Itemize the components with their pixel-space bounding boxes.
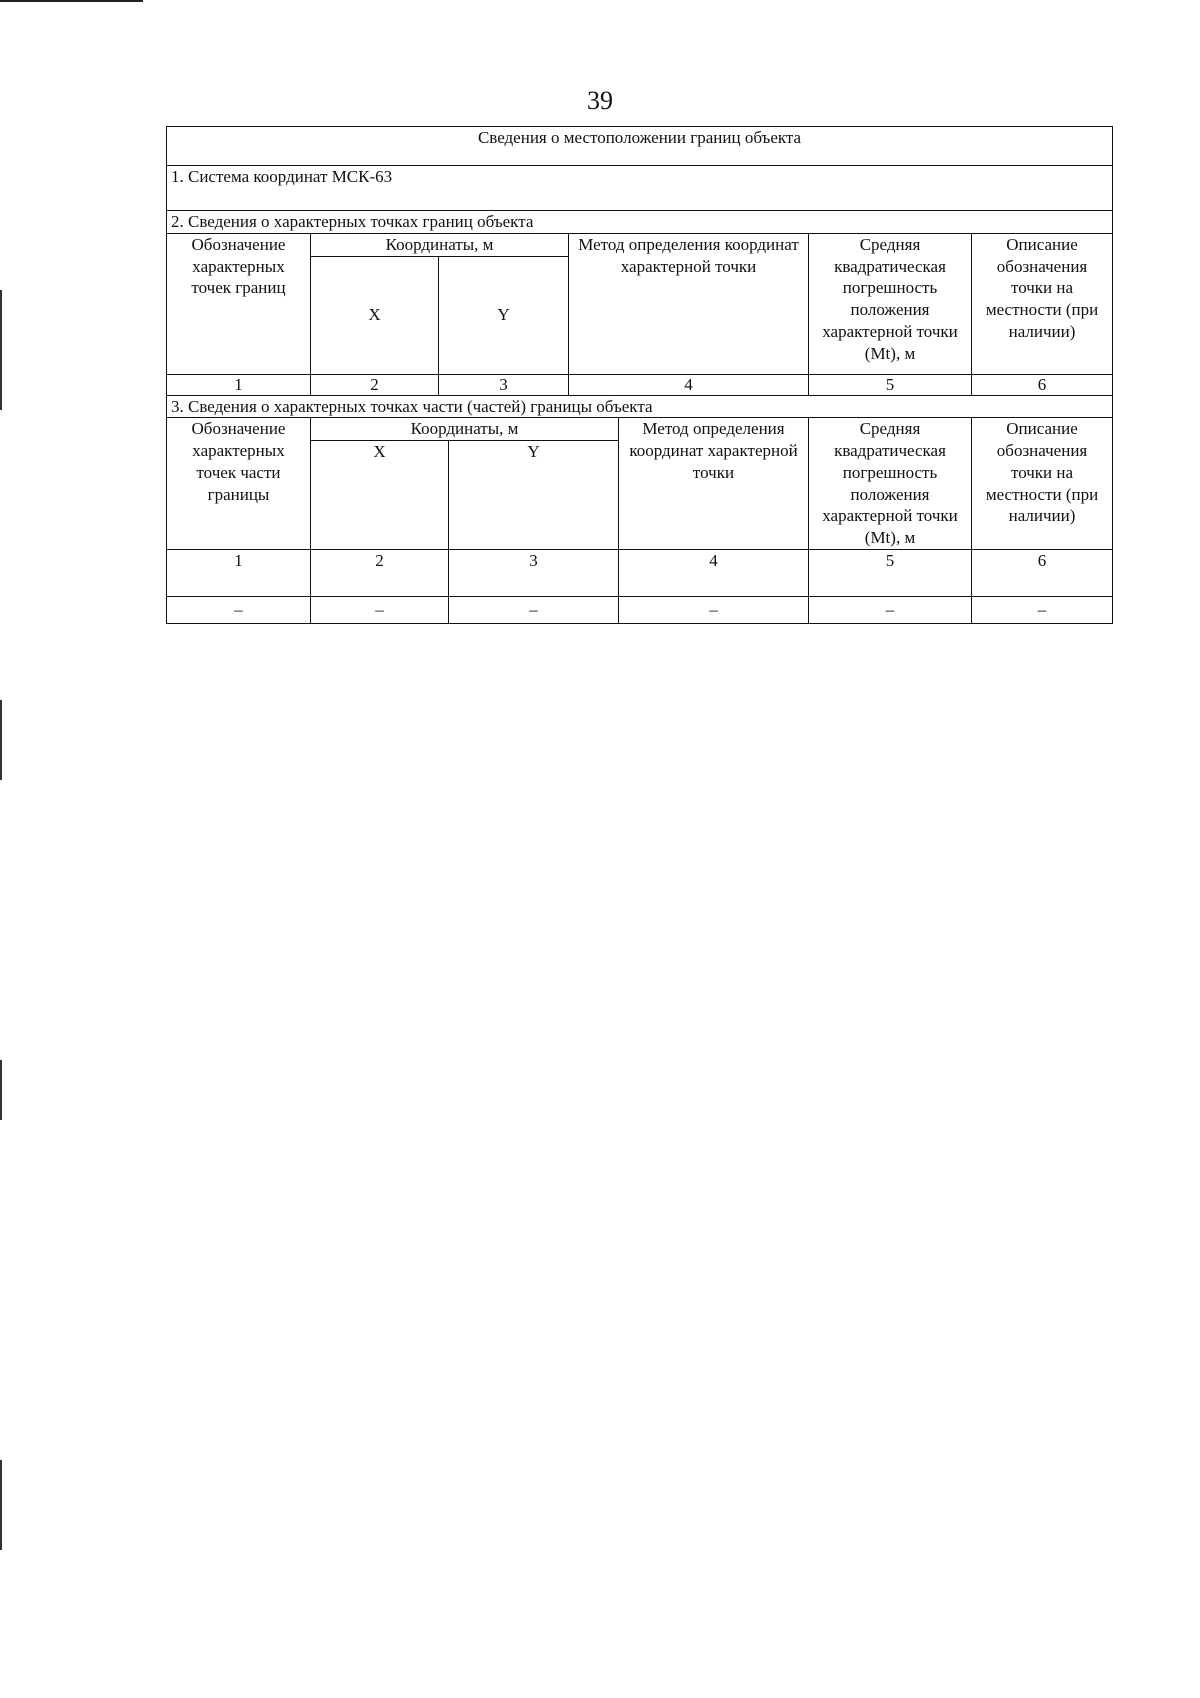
section3-header-row [167, 418, 1113, 441]
column-number: 5 [809, 549, 972, 596]
scan-edge-mark [0, 290, 2, 410]
table-row [167, 596, 1113, 623]
table-cell: – [449, 596, 619, 623]
column-number: 5 [809, 374, 972, 395]
column-number: 4 [569, 374, 809, 395]
page-number: 39 [587, 86, 613, 115]
column-number: 2 [311, 374, 439, 395]
column-number: 2 [311, 549, 449, 596]
section2-title-row [167, 211, 1113, 234]
section2-header-coordinates: Координаты, м [311, 233, 569, 256]
section3-title-row [167, 395, 1113, 418]
table-title: Сведения о местоположении границ объекта [167, 127, 1113, 166]
section3-header-x: X [311, 441, 449, 550]
scan-edge-mark [0, 0, 143, 2]
section3-header-y: Y [449, 441, 619, 550]
column-number: 6 [972, 374, 1113, 395]
scan-edge-mark [0, 700, 2, 780]
column-number: 3 [449, 549, 619, 596]
section2-header-y: Y [439, 256, 569, 374]
column-number: 1 [167, 549, 311, 596]
scan-edge-mark [0, 1060, 2, 1120]
table-title-row [167, 127, 1113, 166]
section3-title: 3. Сведения о характерных точках части (частей) границы объекта [167, 395, 1113, 418]
section2-header-description: Описание обозначения точки на местности (при наличии) [972, 233, 1113, 374]
column-number: 6 [972, 549, 1113, 596]
column-number: 3 [439, 374, 569, 395]
section2-header-row [167, 233, 1113, 256]
section3-header-error: Средняя квадратическая погрешность положения характерной точки (Mt), м [809, 418, 972, 550]
section3-header-coordinates: Координаты, м [311, 418, 619, 441]
table-cell: – [809, 596, 972, 623]
boundary-location-table [166, 126, 1113, 624]
table-cell: – [311, 596, 449, 623]
section3-header-method: Метод определения координат характерной точки [619, 418, 809, 550]
section3-header-designation: Обозначение характерных точек части границы [167, 418, 311, 550]
section2-title: 2. Сведения о характерных точках границ объекта [167, 211, 1113, 234]
section3-header-description: Описание обозначения точки на местности (при наличии) [972, 418, 1113, 550]
section2-header-method: Метод определения координат характерной точки [569, 233, 809, 374]
table-cell: – [167, 596, 311, 623]
section2-header-designation: Обозначение характерных точек границ [167, 233, 311, 374]
section3-column-numbers-row [167, 549, 1113, 596]
section2-header-x: X [311, 256, 439, 374]
scan-edge-mark [0, 1460, 2, 1550]
column-number: 1 [167, 374, 311, 395]
coordinate-system: 1. Система координат МСК-63 [167, 166, 1113, 211]
section2-header-error: Средняя квадратическая погрешность положения характерной точки (Mt), м [809, 233, 972, 374]
section2-column-numbers-row [167, 374, 1113, 395]
table-cell: – [619, 596, 809, 623]
table-cell: – [972, 596, 1113, 623]
column-number: 4 [619, 549, 809, 596]
coordinate-system-row [167, 166, 1113, 211]
